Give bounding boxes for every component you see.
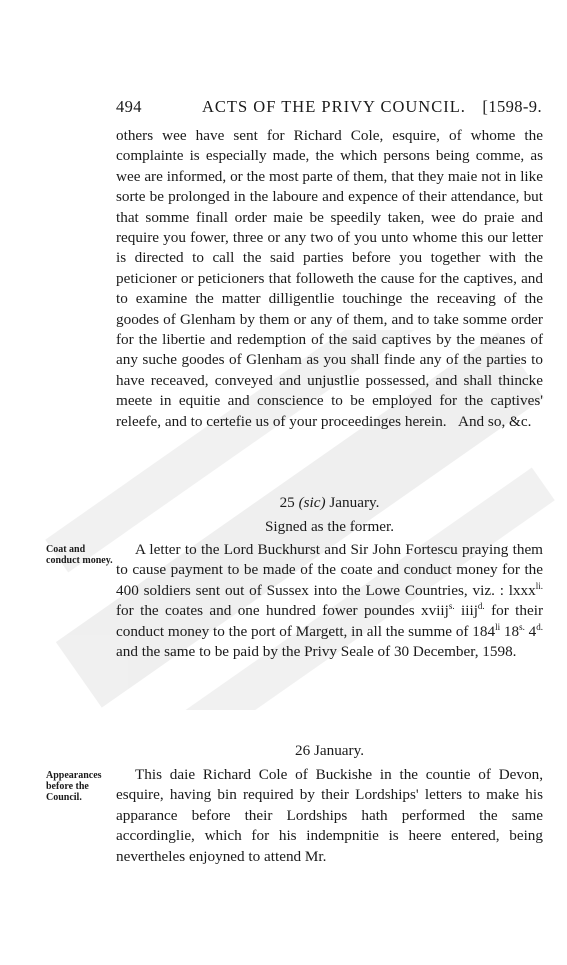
running-year: [1598-9. [482, 97, 542, 116]
signed-line: Signed as the former. [264, 518, 395, 535]
appearance-paragraph-cole: This daie Richard Cole of Buckishe in the countie of Devon, esquire, having bin required by their Lordships' letters to make his apparance before their Lordships hath performed the same accordinglie, which for his indempnitie is heere entered, being nevertheles enjoyned to attend Mr. [116, 766, 543, 865]
entry-date-26-january: 26 January. [294, 742, 365, 759]
margin-note-appearances: Appearances before the Council. [46, 770, 102, 803]
paragraph-text: others wee have sent for Richard Cole, esquire, of whome the complainte is especially made, the which persons being comme, as wee are informed, or the most parte of them, that they maie not in like sorte be prolonged in the laboure and expence of their attendance, but that somme finall order maie be speedily taken, wee do praie and require you fower, three or any two of you unto whome this our letter is directed to call the said parties before you together with the peticioner or peticioners that followeth the cause for the captives, and to examine the matter dilligentlie touchinge the receaving of the goodes of Glenham by them or any of them, and to take somme order for the libertie and redemption of the said captives by the meanes of any suche goodes of Glenham as you shall finde any of the parties to have receaved, conveyed and unjustlie possessed, and shall thincke meete in equitie and conscience to be employed for the captives' releefe, and to certefie us of your proceedinges herein. [116, 127, 543, 430]
letter-paragraph-buckhurst: A letter to the Lord Buckhurst and Sir John Fortescu praying them to cause payment to be made of the coate and conduct money for the 400 soldiers sent out of Sussex into the Lowe Countries, viz. : lxxx$^{li.}$ for the coates and one hundred fower poundes xviij$^{s.}$ iiij$^{d.}$ for their conduct money to the port of Margett, in all the summe of $184^{li}$ $18^{s.}$ $4^{d.}$ and the same to be paid by the Privy Seale of 30 December, 1598. [116, 541, 543, 661]
paragraph-closing: And so, &c. [457, 412, 532, 430]
continued-letter-paragraph [116, 126, 543, 432]
page-number: 494 [116, 97, 142, 116]
running-header [116, 97, 542, 119]
running-title: ACTS OF THE PRIVY COUNCIL. [202, 97, 466, 116]
entry-date-25-january: 25 (sic) January. [279, 494, 380, 511]
margin-note-coat-conduct: Coat and conduct money. [46, 544, 113, 566]
